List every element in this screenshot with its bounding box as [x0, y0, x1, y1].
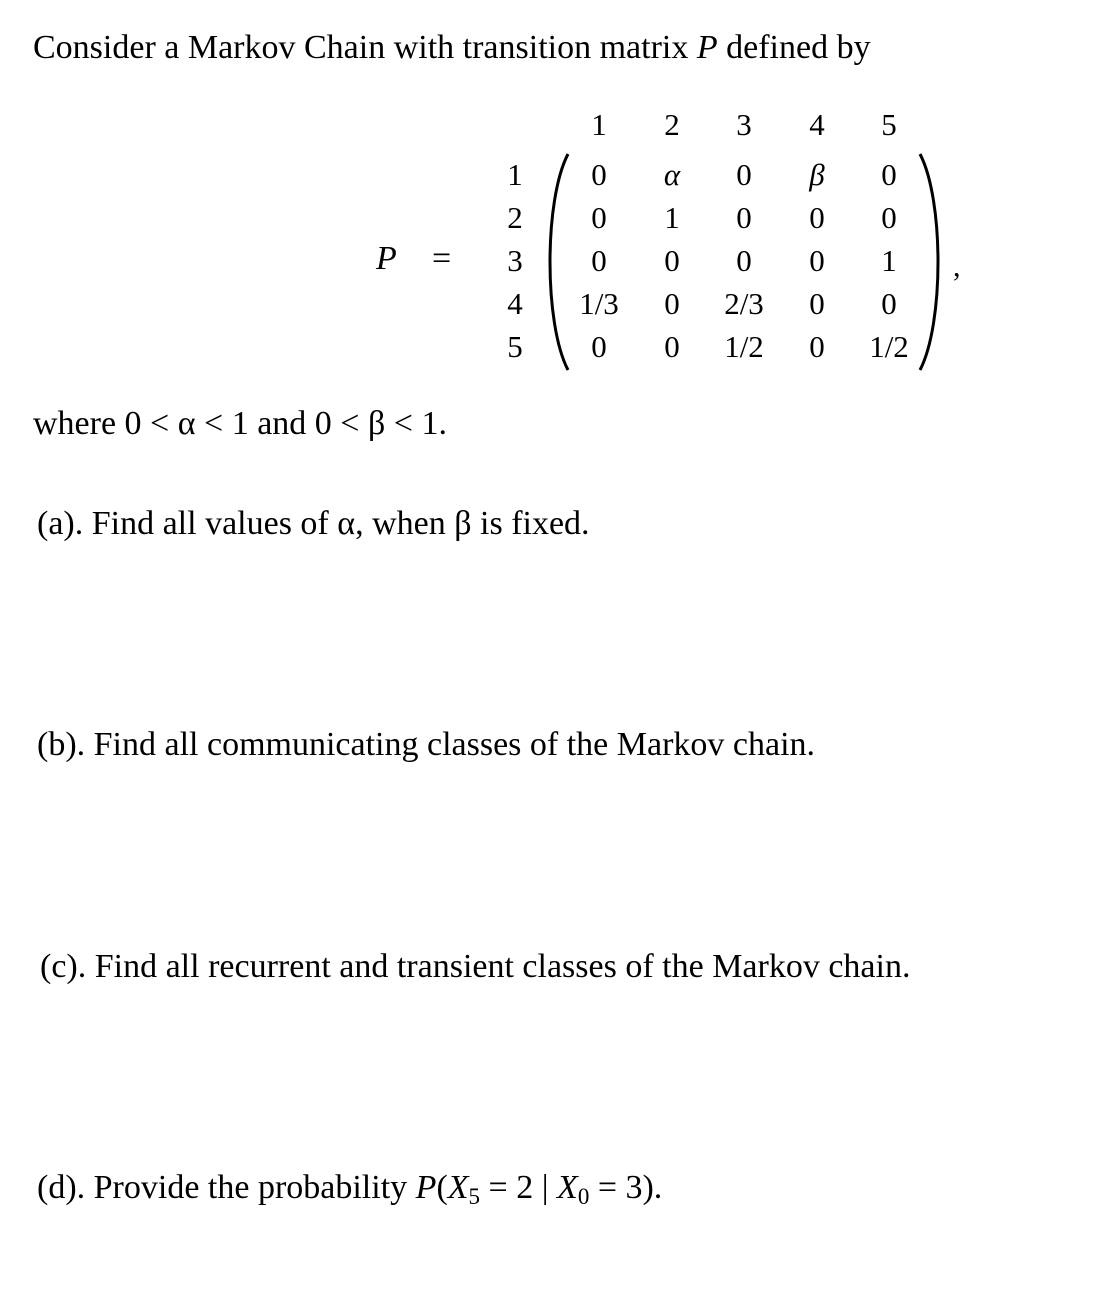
matrix-cell: 0: [809, 243, 825, 278]
column-header: 4: [809, 107, 825, 142]
matrix-cell: 1/3: [579, 286, 619, 321]
open-paren: (: [436, 1169, 448, 1206]
column-header: 1: [591, 107, 607, 142]
matrix-cell: 0: [809, 329, 825, 364]
matrix-cell: 0: [881, 157, 897, 192]
variable-x5: X: [447, 1169, 469, 1206]
matrix-cell: β: [809, 157, 825, 192]
matrix-label: P: [376, 240, 397, 277]
matrix-cell: 1: [664, 200, 680, 235]
question-d-end: = 3).: [589, 1169, 663, 1206]
intro-text-after: defined by: [717, 29, 871, 66]
row-header: 5: [507, 329, 523, 364]
probability-symbol: P: [415, 1169, 437, 1206]
row-header: 4: [507, 286, 523, 321]
matrix-cell: 0: [736, 200, 752, 235]
condition-text: where 0 < α < 1 and 0 < β < 1.: [33, 405, 447, 442]
question-c: (c). Find all recurrent and transient classes of the Markov chain.: [40, 948, 911, 985]
equals-sign: =: [432, 240, 452, 277]
question-b: (b). Find all communicating classes of the Markov chain.: [37, 726, 816, 763]
matrix-cell: 2/3: [724, 286, 764, 321]
matrix-symbol: P: [696, 29, 718, 66]
matrix-cell: 0: [736, 243, 752, 278]
matrix-cell: 1/2: [724, 329, 764, 364]
matrix-trailing-comma: ,: [953, 250, 961, 283]
question-d: [37, 1168, 662, 1217]
matrix-cell: 0: [664, 286, 680, 321]
intro-text-before: Consider a Markov Chain with transition matrix: [33, 29, 697, 66]
condition-middle: = 2 |: [480, 1169, 558, 1206]
matrix-cell: 0: [591, 157, 607, 192]
matrix-cell: 0: [591, 329, 607, 364]
matrix-cell: 0: [591, 200, 607, 235]
matrix-cell: 0: [664, 243, 680, 278]
matrix-cell: 1/2: [869, 329, 909, 364]
question-d-prefix: (d). Provide the probability: [37, 1169, 416, 1206]
column-header: 3: [736, 107, 752, 142]
row-header: 3: [507, 243, 523, 278]
matrix-cell: 0: [809, 200, 825, 235]
row-header: 2: [507, 200, 523, 235]
intro-text: [33, 28, 871, 68]
column-header: 2: [664, 107, 680, 142]
matrix-cell: 0: [591, 243, 607, 278]
matrix-cell: 1: [881, 243, 897, 278]
matrix-cell: 0: [881, 200, 897, 235]
variable-x0: X: [557, 1169, 578, 1206]
column-header: 5: [881, 107, 897, 142]
row-header: 1: [507, 157, 523, 192]
subscript-5: 5: [468, 1184, 481, 1209]
matrix-cell: 0: [664, 329, 680, 364]
matrix-cell: 0: [809, 286, 825, 321]
question-a: (a). Find all values of α, when β is fixed.: [37, 505, 590, 542]
matrix-cell: 0: [881, 286, 897, 321]
matrix-cell: 0: [736, 157, 752, 192]
subscript-0: 0: [577, 1184, 590, 1209]
matrix-cell: α: [663, 157, 681, 192]
